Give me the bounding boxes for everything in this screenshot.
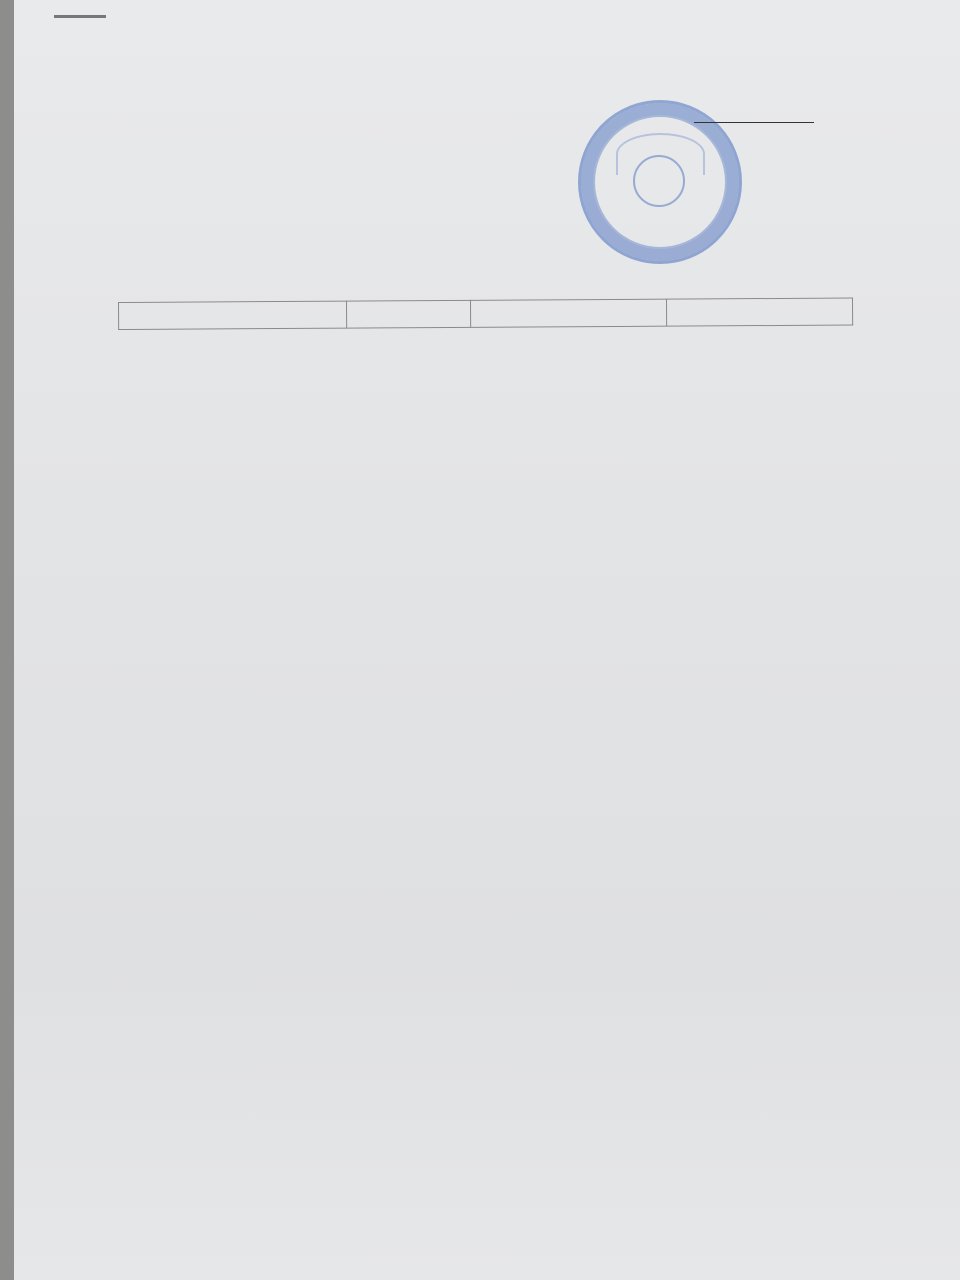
approval-block: [694, 112, 820, 152]
header-days: [119, 301, 347, 329]
stamp-emblem-icon: [633, 155, 685, 207]
approval-date: [694, 132, 820, 152]
document-page: [14, 0, 960, 1280]
header-responsible: [667, 298, 853, 326]
signature-line: [694, 122, 814, 123]
header-work-types: [471, 299, 667, 327]
table-header-row: [119, 298, 853, 329]
header-time: [347, 300, 471, 328]
work-plan-table: [118, 298, 853, 330]
staple: [54, 15, 106, 18]
approval-director: [694, 112, 820, 132]
